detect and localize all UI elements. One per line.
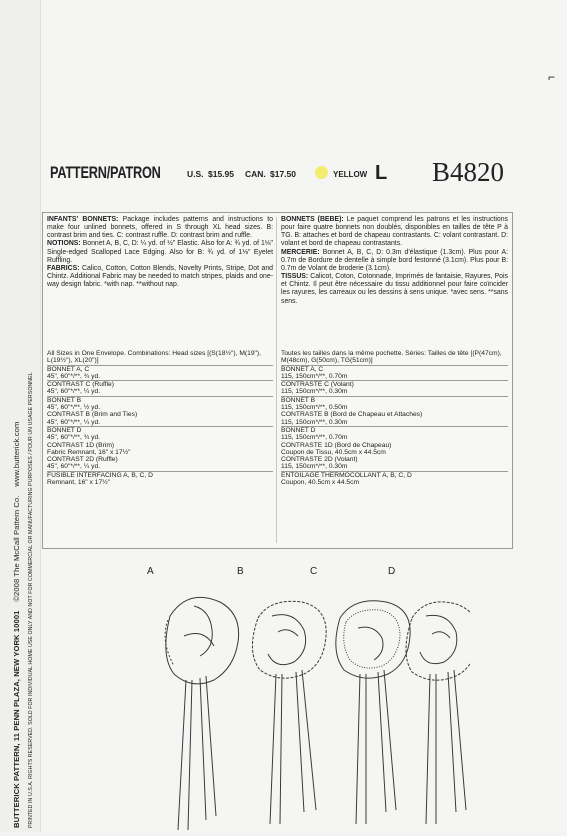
pattern-number: B4820 xyxy=(432,157,505,187)
english-fabrics-title: FABRICS: xyxy=(47,264,80,272)
row-line: CONTRASTE 2D (Volant) xyxy=(281,456,358,464)
row-line: Coupon, 40.5cm x 44.5cm xyxy=(281,479,360,487)
row-line: BONNET D xyxy=(47,426,82,434)
row-line: 45", 60"*/**, ¼ yd. xyxy=(47,463,101,471)
color-dot xyxy=(315,166,328,179)
corner-mark: ⌐ xyxy=(548,70,556,84)
english-yardage xyxy=(47,350,273,486)
english-sizes-note: All Sizes in One Envelope. xyxy=(47,350,126,357)
spine-printed-note xyxy=(28,372,34,828)
table-row xyxy=(47,380,273,396)
spine-copyright: ©2008 The McCall Pattern Co. xyxy=(12,495,21,602)
bonnet-b-drawing xyxy=(252,601,326,824)
bonnet-c-drawing xyxy=(336,601,410,824)
us-price-label: U.S. xyxy=(187,169,204,179)
bonnet-illustrations xyxy=(147,566,480,826)
row-line: 45", 60"*/**, ¼ yd. xyxy=(47,418,101,426)
row-line: CONTRAST 1D (Brim) xyxy=(47,441,115,449)
french-combinations: Séries: Tailles de tête [(P(47cm), M(48cm), G(50cm), TG(51cm)] xyxy=(281,350,502,365)
french-description xyxy=(281,216,508,306)
bonnet-d-drawing xyxy=(406,602,470,824)
french-fabrics: Calicot, Coton, Cotonnade, Imprimés de fantaisie, Rayures, Pois et Chintz. Il peut être nécessaire du tissu additionnel pour faire coïncider les rayures, les carreaux ou les dessins à sens unique. *avec sens. **sans sens. xyxy=(281,273,508,305)
row-line: 115, 150cm*/**, 0.30m xyxy=(281,418,348,426)
table-row xyxy=(47,396,273,426)
pattern-header xyxy=(42,155,512,191)
table-row xyxy=(281,365,508,381)
spine-company: BUTTERICK PATTERN, 11 PENN PLAZA, NEW YORK 10001 xyxy=(12,610,21,828)
english-title: INFANTS' BONNETS: xyxy=(47,216,119,223)
row-line: CONTRASTE 1D (Bord de Chapeau) xyxy=(281,441,392,449)
row-line: 115, 150cm*/**, 0.50m xyxy=(281,404,348,412)
english-combinations: Combinations: Head sizes [(S(18½"), M(19"), L(19½"), XL(20")] xyxy=(47,350,262,365)
english-description xyxy=(47,216,273,289)
table-row xyxy=(47,471,273,487)
info-panel xyxy=(42,212,513,549)
row-line: 115, 150cm*/**, 0.30m xyxy=(281,463,348,471)
french-intro: Le paquet comprend les patrons et les instructions pour faire quatre bonnets non doublés, disponibles en tailles de tête P à TG. B: attaches et bord de chapeau contrastants. C: volant contrastant. D: volant et bord de chapeau contrastants. xyxy=(281,216,508,248)
figure-label-c: C xyxy=(310,566,318,577)
figure-label-a: A xyxy=(147,566,154,577)
row-line: 45", 60"*/**, ¾ yd. xyxy=(47,372,101,380)
row-line: CONTRAST C (Ruffle) xyxy=(47,381,115,389)
spine-website: www.butterick.com xyxy=(12,421,21,487)
row-line: BONNET B xyxy=(47,396,82,404)
row-line: BONNET B xyxy=(281,396,316,404)
french-notions: Bonnet A, B, C, D: 0.3m d'élastique (1.3cm). Plus pour A: 0.7m de Bordure de dentelle à simple bord festonné (3.1cm). Plus pour B: 0.7m de Volant de broderie (3.1cm). xyxy=(281,248,508,272)
spine-text xyxy=(12,422,21,828)
french-title: BONNETS (BEBE): xyxy=(281,216,344,223)
french-fabrics-title: TISSUS: xyxy=(281,273,309,281)
row-line: ENTOILAGE THERMOCOLLANT A, B, C, D xyxy=(281,471,412,479)
row-line: Fabric Remnant, 16" x 17½" xyxy=(47,448,131,456)
can-price: $17.50 xyxy=(270,169,296,179)
table-row xyxy=(281,471,508,487)
french-sizes-note: Toutes les tailles dans la même pochette. xyxy=(281,350,404,357)
row-line: BONNET A, C xyxy=(47,365,90,373)
row-line: FUSIBLE INTERFACING A, B, C, D xyxy=(47,471,153,479)
spine-printed-note-text: PRINTED IN U.S.A. RIGHTS RESERVED. SOLD FOR INDIVIDUAL HOME USE ONLY AND NOT FOR COMMERCIAL OR MANUFACTURING PURPOSES / POUR UN USAGE PERSONNEL xyxy=(28,372,34,828)
row-line: 115, 150cm*/**, 0.30m xyxy=(281,388,348,396)
english-fabrics: Calico, Cotton, Cotton Blends, Novelty Prints, Stripe, Dot and Chintz. Additional Fabric may be needed to match stripes, plaids and one-way design fabric. *with nap. **without nap. xyxy=(47,264,273,289)
row-line: BONNET A, C xyxy=(281,365,324,373)
figure-label-d: D xyxy=(388,566,396,577)
figure-label-b: B xyxy=(237,566,244,577)
row-line: BONNET D xyxy=(281,426,316,434)
english-intro: Package includes patterns and instructions to make four unlined bonnets, offered in S through XL head sizes. B: contrast brim and ties. C: contrast ruffle. D: contrast brim and ruffle. xyxy=(47,216,273,240)
french-notions-title: MERCERIE: xyxy=(281,248,320,256)
bonnet-a-drawing xyxy=(165,597,239,830)
row-line: 45", 60"*/**, ½ yd. xyxy=(47,404,101,412)
row-line: CONTRASTE B (Bord de Chapeau et Attaches) xyxy=(281,411,423,419)
row-line: CONTRAST B (Brim and Ties) xyxy=(47,411,138,419)
table-row xyxy=(281,380,508,396)
table-row xyxy=(281,396,508,426)
french-yardage xyxy=(281,350,508,486)
row-line: Remnant, 16" x 17½" xyxy=(47,479,111,487)
size-letter: L xyxy=(375,162,388,184)
row-line: 115, 150cm*/**, 0.70m xyxy=(281,372,348,380)
us-price: $15.95 xyxy=(208,169,234,179)
column-divider xyxy=(276,217,277,543)
row-line: 45", 60"*/**, ¾ yd. xyxy=(47,434,101,442)
color-name: YELLOW xyxy=(333,170,368,179)
table-row xyxy=(47,365,273,381)
table-row xyxy=(281,426,508,471)
row-line: CONTRASTE C (Volant) xyxy=(281,381,354,389)
can-price-label: CAN. xyxy=(245,169,266,179)
row-line: CONTRAST 2D (Ruffle) xyxy=(47,456,118,464)
bonnet-drawings-svg xyxy=(140,576,470,836)
row-line: Coupon de Tissu, 40.5cm x 44.5cm xyxy=(281,448,386,456)
row-line: 115, 150cm*/**, 0.70m xyxy=(281,434,348,442)
english-notions: Bonnet A, B, C, D: ¼ yd. of ½" Elastic. Also for A: ¾ yd. of 1⅛" Single-edged Scalloped Lace Edging. Also for B: ¾ yd. of 1⅛" Eyelet Ruffling. xyxy=(47,240,273,264)
row-line: 45", 60"*/**, ¼ yd. xyxy=(47,388,101,396)
table-row xyxy=(47,426,273,471)
pattern-label: PATTERN/PATRON xyxy=(50,163,161,182)
english-notions-title: NOTIONS: xyxy=(47,240,81,248)
